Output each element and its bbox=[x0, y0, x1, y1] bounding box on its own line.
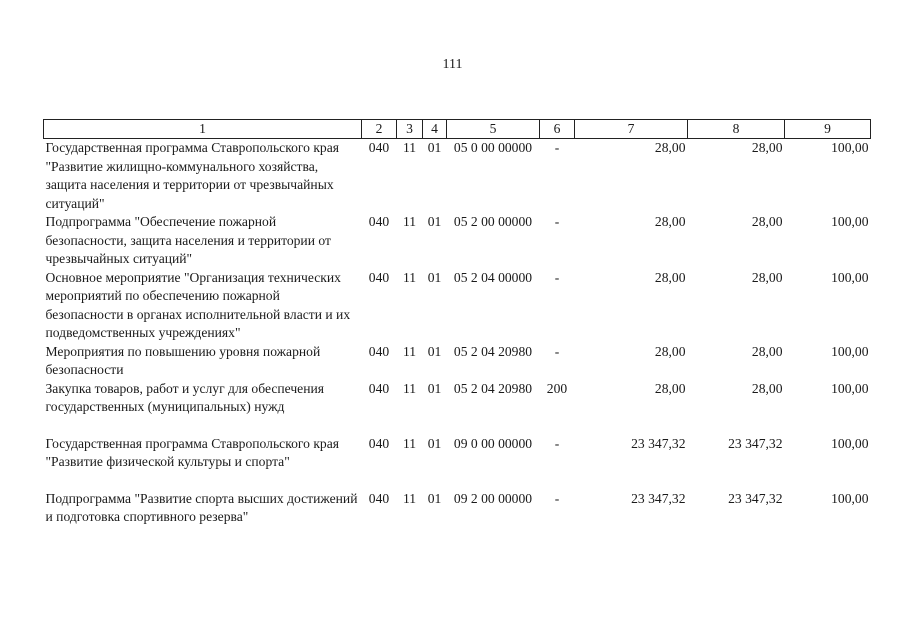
table-row bbox=[44, 213, 871, 269]
row-name: Государственная программа Ставропольского края "Развитие физической культуры и спорта" bbox=[45, 435, 340, 469]
table-row bbox=[44, 343, 871, 380]
percent-value: 100,00 bbox=[831, 343, 869, 359]
subsection-code: 01 bbox=[427, 214, 442, 229]
table-row bbox=[44, 269, 871, 343]
value-col7: 28,00 bbox=[654, 140, 686, 155]
expense-type: - bbox=[554, 214, 560, 229]
row-name: Государственная программа Ставропольского края "Развитие жилищно-коммунального хозяйства, защита населения и территории от чрезвычайных ситуаций" bbox=[45, 140, 340, 211]
row-name: Подпрограмма "Обеспечение пожарной безопасности, защита населения и территории от чрезвычайных ситуаций" bbox=[45, 214, 331, 266]
percent-value: 100,00 bbox=[831, 380, 869, 396]
column-header: 2 bbox=[362, 120, 397, 139]
value-col8: 28,00 bbox=[751, 343, 783, 359]
expense-type: - bbox=[554, 140, 560, 155]
column-header: 1 bbox=[44, 120, 362, 139]
value-col8: 23 347,32 bbox=[728, 490, 783, 506]
ministry-code: 040 bbox=[368, 490, 390, 506]
column-header: 6 bbox=[540, 120, 575, 139]
value-col7: 28,00 bbox=[654, 214, 686, 229]
row-name: Подпрограмма "Развитие спорта высших достижений и подготовка спортивного резерва" bbox=[45, 490, 358, 524]
row-spacer bbox=[44, 472, 871, 490]
table-row bbox=[44, 435, 871, 472]
page-number: 111 bbox=[442, 57, 463, 72]
target-code: 05 2 00 00000 bbox=[453, 214, 533, 229]
section-code: 11 bbox=[402, 140, 417, 155]
value-col7: 28,00 bbox=[654, 343, 686, 359]
subsection-code: 01 bbox=[427, 343, 442, 359]
section-code: 11 bbox=[402, 343, 417, 359]
ministry-code: 040 bbox=[368, 269, 390, 285]
value-col8: 28,00 bbox=[751, 214, 783, 229]
subsection-code: 01 bbox=[427, 435, 442, 451]
ministry-code: 040 bbox=[368, 140, 390, 155]
expense-type: - bbox=[554, 490, 560, 506]
column-header: 7 bbox=[575, 120, 688, 139]
value-col8: 28,00 bbox=[751, 140, 783, 155]
value-col7: 28,00 bbox=[654, 380, 686, 396]
value-col8: 23 347,32 bbox=[728, 435, 783, 451]
value-col8: 28,00 bbox=[751, 269, 783, 285]
subsection-code: 01 bbox=[427, 269, 442, 285]
percent-value: 100,00 bbox=[831, 490, 869, 506]
column-header: 4 bbox=[423, 120, 447, 139]
subsection-code: 01 bbox=[427, 490, 442, 506]
section-code: 11 bbox=[402, 490, 417, 506]
value-col7: 23 347,32 bbox=[631, 490, 686, 506]
target-code: 09 2 00 00000 bbox=[453, 490, 533, 506]
section-code: 11 bbox=[402, 380, 417, 396]
column-header: 5 bbox=[447, 120, 540, 139]
expense-type: - bbox=[554, 343, 560, 359]
value-col7: 23 347,32 bbox=[631, 435, 686, 451]
target-code: 05 2 04 20980 bbox=[453, 343, 533, 359]
target-code: 05 2 04 20980 bbox=[453, 380, 533, 396]
row-name: Мероприятия по повышению уровня пожарной безопасности bbox=[45, 343, 321, 377]
ministry-code: 040 bbox=[368, 214, 390, 229]
target-code: 05 0 00 00000 bbox=[453, 140, 533, 155]
column-header: 3 bbox=[397, 120, 423, 139]
header-row bbox=[44, 120, 871, 139]
percent-value: 100,00 bbox=[831, 140, 869, 155]
percent-value: 100,00 bbox=[831, 269, 869, 285]
value-col7: 28,00 bbox=[654, 269, 686, 285]
ministry-code: 040 bbox=[368, 380, 390, 396]
column-header: 8 bbox=[688, 120, 785, 139]
expense-type: - bbox=[554, 269, 560, 285]
section-code: 11 bbox=[402, 269, 417, 285]
target-code: 05 2 04 00000 bbox=[453, 269, 533, 285]
table-row bbox=[44, 490, 871, 527]
row-name: Основное мероприятие "Организация технических мероприятий по обеспечению пожарной безопасности в органах исполнительной власти и их подведомственных учреждениях" bbox=[45, 269, 351, 340]
section-code: 11 bbox=[402, 435, 417, 451]
expense-type: - bbox=[554, 435, 560, 451]
value-col8: 28,00 bbox=[751, 380, 783, 396]
percent-value: 100,00 bbox=[831, 435, 869, 451]
expense-type: 200 bbox=[546, 380, 568, 396]
section-code: 11 bbox=[402, 214, 417, 229]
subsection-code: 01 bbox=[427, 380, 442, 396]
percent-value: 100,00 bbox=[831, 214, 869, 229]
row-name: Закупка товаров, работ и услуг для обеспечения государственных (муниципальных) нужд bbox=[45, 380, 324, 414]
table-row bbox=[44, 380, 871, 417]
ministry-code: 040 bbox=[368, 343, 390, 359]
budget-table bbox=[43, 119, 871, 527]
ministry-code: 040 bbox=[368, 435, 390, 451]
column-header: 9 bbox=[785, 120, 871, 139]
table-row bbox=[44, 139, 871, 214]
subsection-code: 01 bbox=[427, 140, 442, 155]
row-spacer bbox=[44, 417, 871, 435]
target-code: 09 0 00 00000 bbox=[453, 435, 533, 451]
